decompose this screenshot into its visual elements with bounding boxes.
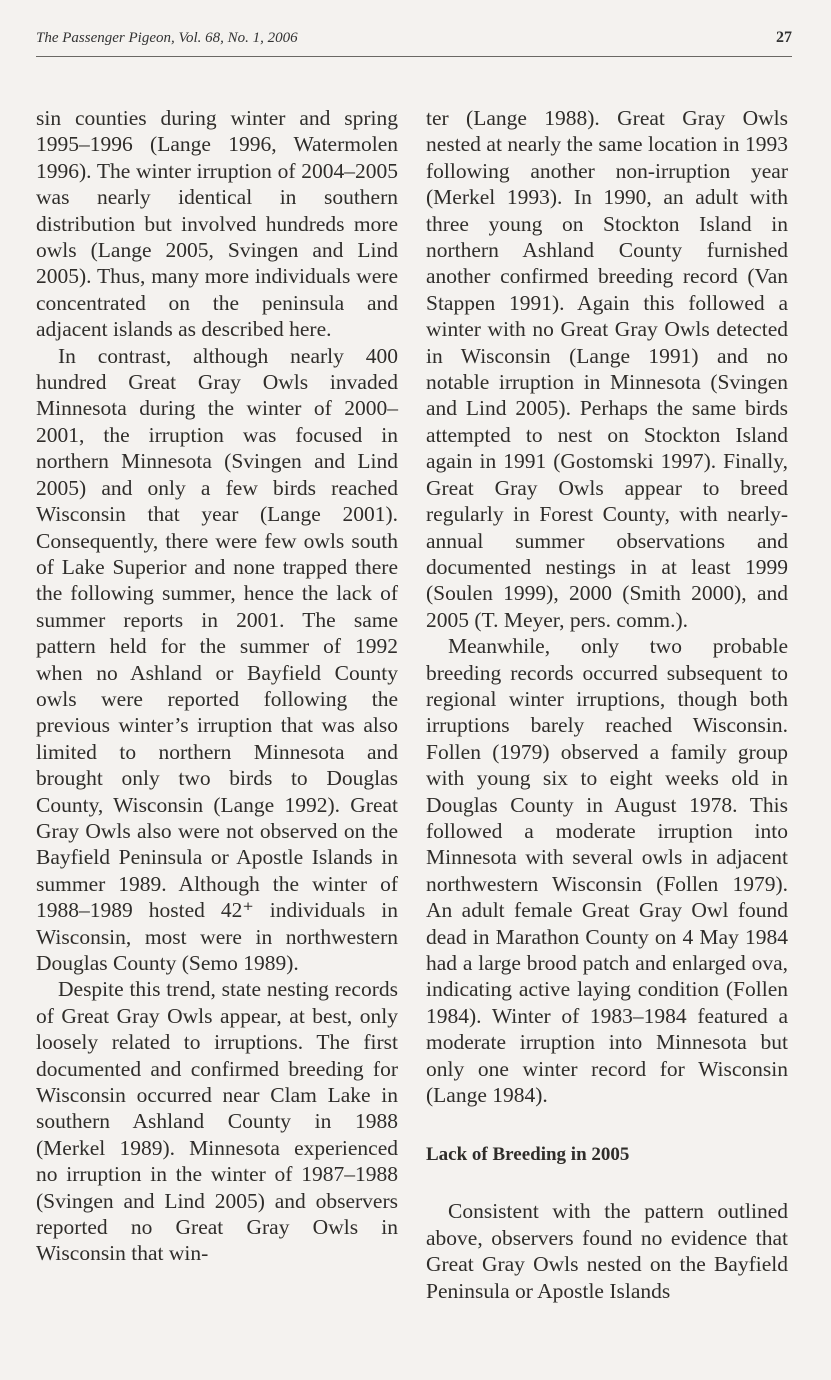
left-paragraph-3: Despite this trend, state nesting records of Great Gray Owls appear, at best, only loosely related to irruptions. The first documented and confirmed breeding for Wisconsin occurred near Clam Lake in southern Ashland County in 1988 (Merkel 1989). Minnesota experienced no irruption in the winter of 1987–1988 (Svingen and Lind 2005) and observers reported no Great Gray Owls in Wisconsin that win-: [36, 977, 398, 1266]
left-column: [36, 105, 398, 1267]
right-paragraph-1: ter (Lange 1988). Great Gray Owls nested at nearly the same location in 1993 following another non-irruption year (Merkel 1993). In 1990, an adult with three young on Stockton Island in northern Ashland County furnished another confirmed breeding record (Van Stappen 1991). Again this followed a winter with no Great Gray Owls detected in Wisconsin (Lange 1991) and no notable irruption in Minnesota (Svingen and Lind 2005). Perhaps the same birds attempted to nest on Stockton Island again in 1991 (Gostomski 1997). Finally, Great Gray Owls appear to breed regularly in Forest County, with nearly-annual summer observations and documented nestings in at least 1999 (Soulen 1999), 2000 (Smith 2000), and 2005 (T. Meyer, pers. comm.).: [426, 106, 788, 632]
journal-citation: The Passenger Pigeon, Vol. 68, No. 1, 2006: [36, 30, 298, 46]
running-header: [36, 28, 792, 57]
right-paragraph-2: Meanwhile, only two probable breeding records occurred subsequent to regional winter irruptions, though both irruptions barely reached Wisconsin. Follen (1979) observed a family group with young six to eight weeks old in Douglas County in August 1978. This followed a moderate irruption into Minnesota with several owls in adjacent northwestern Wisconsin (Follen 1979). An adult female Great Gray Owl found dead in Marathon County on 4 May 1984 had a large brood patch and enlarged ova, indicating active laying condition (Follen 1984). Winter of 1983–1984 featured a moderate irruption into Minnesota but only one winter record for Wisconsin (Lange 1984).: [426, 634, 788, 1108]
left-paragraph-2: In contrast, although nearly 400 hundred Great Gray Owls invaded Minnesota during the winter of 2000–2001, the irruption was focused in northern Minnesota (Svingen and Lind 2005) and only a few birds reached Wisconsin that year (Lange 2001). Consequently, there were few owls south of Lake Superior and none trapped there the following summer, hence the lack of summer reports in 2001. The same pattern held for the summer of 1992 when no Ashland or Bayfield County owls were reported following the previous winter’s irruption that was also limited to northern Minnesota and brought only two birds to Douglas County, Wisconsin (Lange 1992). Great Gray Owls also were not observed on the Bayfield Peninsula or Apostle Islands in summer 1989. Although the winter of 1988–1989 hosted 42⁺ individuals in Wisconsin, most were in northwestern Douglas County (Semo 1989).: [36, 343, 398, 975]
page-number: 27: [776, 29, 792, 46]
section-heading: Lack of Breeding in 2005: [426, 1144, 630, 1166]
right-column: [426, 105, 788, 1304]
right-paragraph-3: Consistent with the pattern outlined above, observers found no evidence that Great Gray Owls nested on the Bayfield Peninsula or Apostle Islands: [426, 1199, 788, 1303]
left-paragraph-1: sin counties during winter and spring 1995–1996 (Lange 1996, Watermolen 1996). The winter irruption of 2004–2005 was nearly identical in southern distribution but involved hundreds more owls (Lange 2005, Svingen and Lind 2005). Thus, many more individuals were concentrated on the peninsula and adjacent islands as described here.: [36, 106, 398, 342]
